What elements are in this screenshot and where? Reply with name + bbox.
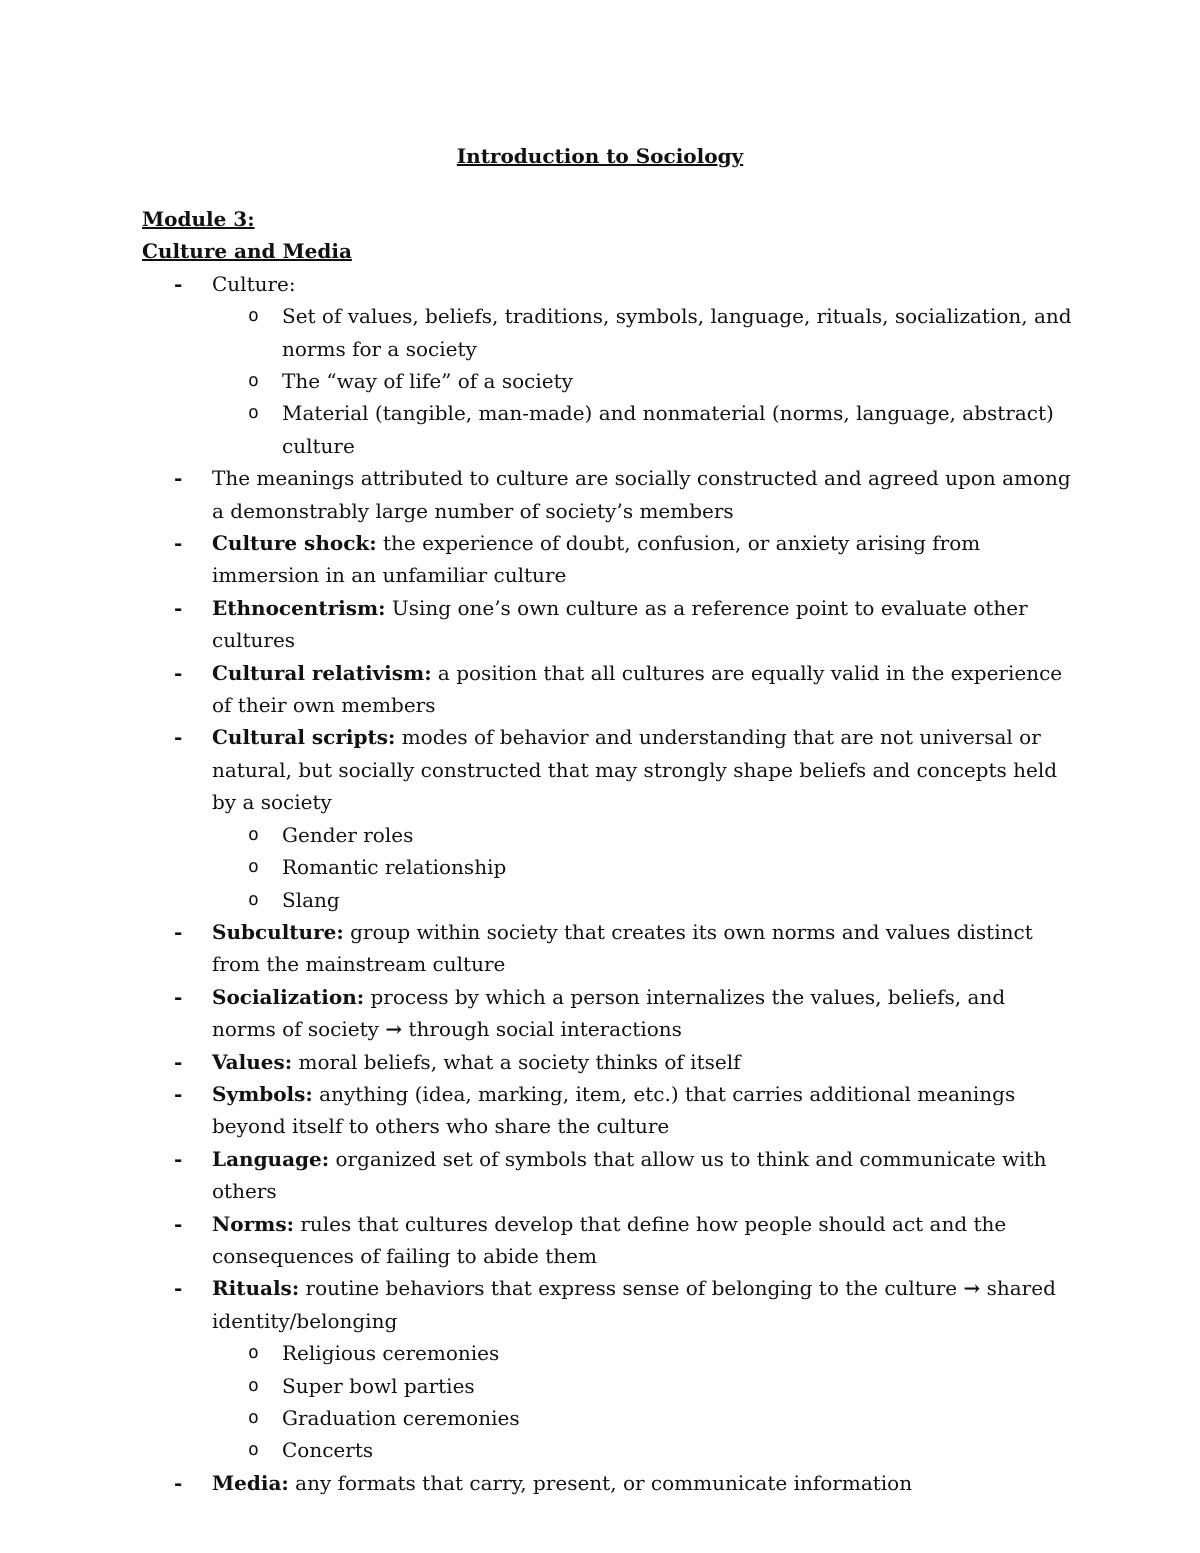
arrow-icon: → [385, 1017, 403, 1042]
definition-continued: shared identity/belonging [212, 1276, 1056, 1333]
sub-item-text: Super bowl parties [282, 1373, 475, 1398]
bullet-list [142, 268, 1072, 1499]
sub-marker: o [248, 856, 259, 878]
sub-item [142, 1434, 1072, 1466]
sub-item [142, 819, 1072, 851]
bullet-meanings [142, 462, 1072, 527]
sub-item-text: Slang [282, 887, 340, 912]
term: Values: [212, 1049, 293, 1074]
sub-marker: o [248, 370, 259, 391]
section-heading: Culture and Media [142, 239, 352, 264]
dash-marker: - [174, 1146, 183, 1171]
term: Subculture: [212, 919, 344, 944]
arrow-icon: → [963, 1276, 981, 1301]
sub-marker: o [248, 823, 259, 845]
bullet-cultural-scripts [142, 721, 1072, 818]
sub-item-text: Gender roles [282, 822, 414, 847]
sub-marker: o [248, 402, 259, 424]
definition: process by which a person internalizes the values, beliefs, and norms of society [212, 984, 1006, 1042]
definition: organized set of symbols that allow us to think and communicate with others [212, 1146, 1047, 1204]
sub-item-text: Graduation ceremonies [282, 1406, 520, 1430]
dash-marker: - [174, 1211, 183, 1236]
bullet-media [142, 1467, 1072, 1499]
definition: rules that cultures develop that define how people should act and the consequences of failing to abide them [212, 1211, 1007, 1268]
term: Symbols: [212, 1081, 313, 1106]
bullet-norms [142, 1208, 1072, 1273]
module-heading: Module 3: [142, 207, 255, 231]
sub-marker: o [248, 1439, 259, 1461]
definition: any formats that carry, present, or communicate information [288, 1470, 913, 1495]
term: Media: [212, 1470, 289, 1495]
definition: routine behaviors that express sense of belonging to the culture [299, 1276, 964, 1301]
definition: group within society that creates its own norms and values distinct from the mainstream culture [212, 919, 1033, 977]
term: Norms: [212, 1211, 294, 1236]
sub-item-text: Religious ceremonies [282, 1341, 500, 1366]
document-title: Introduction to Sociology [456, 144, 744, 168]
term: Ethnocentrism: [212, 595, 386, 620]
sub-item-text: The “way of life” of a society [282, 369, 573, 393]
dash-marker: - [174, 919, 183, 944]
definition: Using one’s own culture as a reference point to evaluate other cultures [212, 595, 1028, 653]
sub-item [142, 851, 1072, 883]
dash-marker: - [174, 1049, 183, 1074]
bullet-ethnocentrism [142, 592, 1072, 657]
sub-item [142, 397, 1072, 462]
dash-marker: - [174, 1470, 183, 1495]
bullet-culture [142, 268, 1072, 300]
dash-marker: - [174, 984, 183, 1009]
sub-item [142, 1370, 1072, 1402]
sub-marker: o [248, 305, 259, 327]
dash-marker: - [174, 595, 183, 620]
term: Cultural relativism: [212, 660, 432, 685]
definition: moral beliefs, what a society thinks of itself [292, 1049, 741, 1074]
sub-item [142, 1337, 1072, 1369]
bullet-subculture [142, 916, 1072, 981]
definition: a position that all cultures are equally valid in the experience of their own members [212, 660, 1063, 718]
term: Cultural scripts: [212, 725, 396, 750]
dash-marker: - [174, 531, 183, 556]
bullet-socialization [142, 981, 1072, 1046]
sub-item-text: Concerts [282, 1438, 374, 1463]
bullet-culture-shock [142, 527, 1072, 592]
sub-item-text: Romantic relationship [282, 855, 507, 880]
term: Language: [212, 1146, 330, 1171]
sub-item [142, 365, 1072, 397]
sub-item [142, 1402, 1072, 1434]
module-section [142, 203, 1072, 1499]
dash-marker: - [174, 271, 183, 296]
dash-marker: - [174, 466, 183, 491]
term: Rituals: [212, 1276, 300, 1301]
sub-item-text: Set of values, beliefs, traditions, symbols, language, rituals, socialization, and norms for a society [282, 304, 1072, 361]
dash-marker: - [174, 660, 183, 685]
bullet-symbols [142, 1078, 1072, 1143]
dash-marker: - [174, 725, 183, 750]
bullet-text: Culture: [212, 271, 296, 296]
sub-marker: o [248, 888, 259, 910]
definition: anything (idea, marking, item, etc.) that carries additional meanings beyond itself to others who share the culture [212, 1081, 1016, 1139]
sub-item-text: Material (tangible, man-made) and nonmaterial (norms, language, abstract) culture [282, 401, 1054, 458]
definition: modes of behavior and understanding that are not universal or natural, but socially constructed that may strongly shape beliefs and concepts held by a society [212, 725, 1058, 815]
sub-marker: o [248, 1407, 259, 1428]
term: Socialization: [212, 984, 365, 1009]
bullet-text: The meanings attributed to culture are socially constructed and agreed upon among a demonstrably large number of society’s members [212, 466, 1071, 523]
term: Culture shock: [212, 531, 377, 556]
definition-continued: through social interactions [402, 1017, 682, 1042]
definition: the experience of doubt, confusion, or anxiety arising from immersion in an unfamiliar culture [212, 531, 981, 588]
bullet-values [142, 1046, 1072, 1078]
sub-marker: o [248, 1374, 259, 1396]
bullet-rituals [142, 1272, 1072, 1337]
dash-marker: - [174, 1276, 183, 1301]
bullet-language [142, 1143, 1072, 1208]
bullet-cultural-relativism [142, 657, 1072, 722]
sub-marker: o [248, 1342, 259, 1364]
dash-marker: - [174, 1081, 183, 1106]
sub-item [142, 884, 1072, 916]
sub-item [142, 300, 1072, 365]
